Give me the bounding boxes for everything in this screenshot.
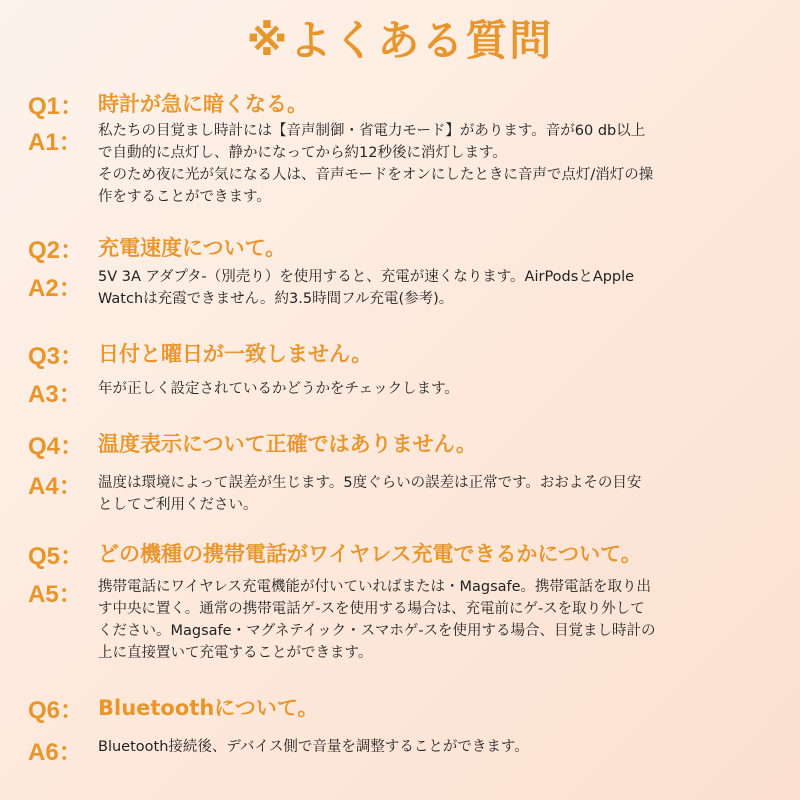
question-text: 充電速度について。 (98, 236, 287, 260)
answer-label: A1： (28, 129, 83, 156)
answer-label: A5： (28, 581, 83, 608)
question-label: Q2： (28, 237, 85, 264)
question-label: Q3： (28, 343, 85, 370)
answer-text: 年が正しく設定されているかどうかをチェックします。 (98, 381, 459, 397)
question-label: Q5： (28, 543, 85, 570)
question-label: Q6： (28, 697, 85, 724)
answer-text: 5V 3A アダプタ-（別売り）を使用すると、充電が速くなります。AirPodsとApple Watchは充霞できません。約3.5時間フル充電(参考)。 (98, 269, 635, 307)
answer-text: 携帯電話にワイヤレス充電機能が付いていればまたは・Magsafe。携帯電話を取り出 す中央に置く。通常の携帯電話ゲ-スを使用する場合は、充電前にゲ-スを取り外して ください。Magsafe・マグネテイック・スマホゲ-スを使用する場合、目覚まし時計の 上に直接置いて充電することができます。 (98, 579, 656, 661)
page-title: ※よくある質問 (246, 16, 554, 65)
question-label: Q1： (28, 93, 85, 120)
answer-label: A3： (28, 381, 83, 408)
question-text: Bluetoothについて。 (98, 696, 319, 720)
question-label: Q4： (28, 433, 85, 460)
answer-text: 温度は環境によって誤差が生じます。5度ぐらいの誤差は正常です。おおよその目安 としてご利用ください。 (98, 475, 642, 513)
answer-label: A2： (28, 275, 83, 302)
question-text: どの機種の携帯電話がワイヤレス充電できるかについて。 (98, 542, 642, 566)
answer-label: A4： (28, 473, 83, 500)
answer-label: A6： (28, 739, 83, 766)
question-text: 日付と曜日が一致しません。 (98, 342, 373, 366)
answer-text: Bluetooth接続後、デバイス側で音量を調整することができます。 (98, 739, 529, 755)
answer-text: 私たちの目覚まし時計には【音声制御・省電力モード】があります。音が60 db以上 で自動的に点灯し、静かになってから約12秒後に消灯します。 そのため夜に光が気になる人は、音声モードをオンにしたときに音声で点灯/消灯の操 作をすることができます。 (98, 123, 654, 205)
question-text: 温度表示について正確ではありません。 (98, 432, 477, 456)
question-text: 時計が急に暗くなる。 (98, 92, 308, 116)
